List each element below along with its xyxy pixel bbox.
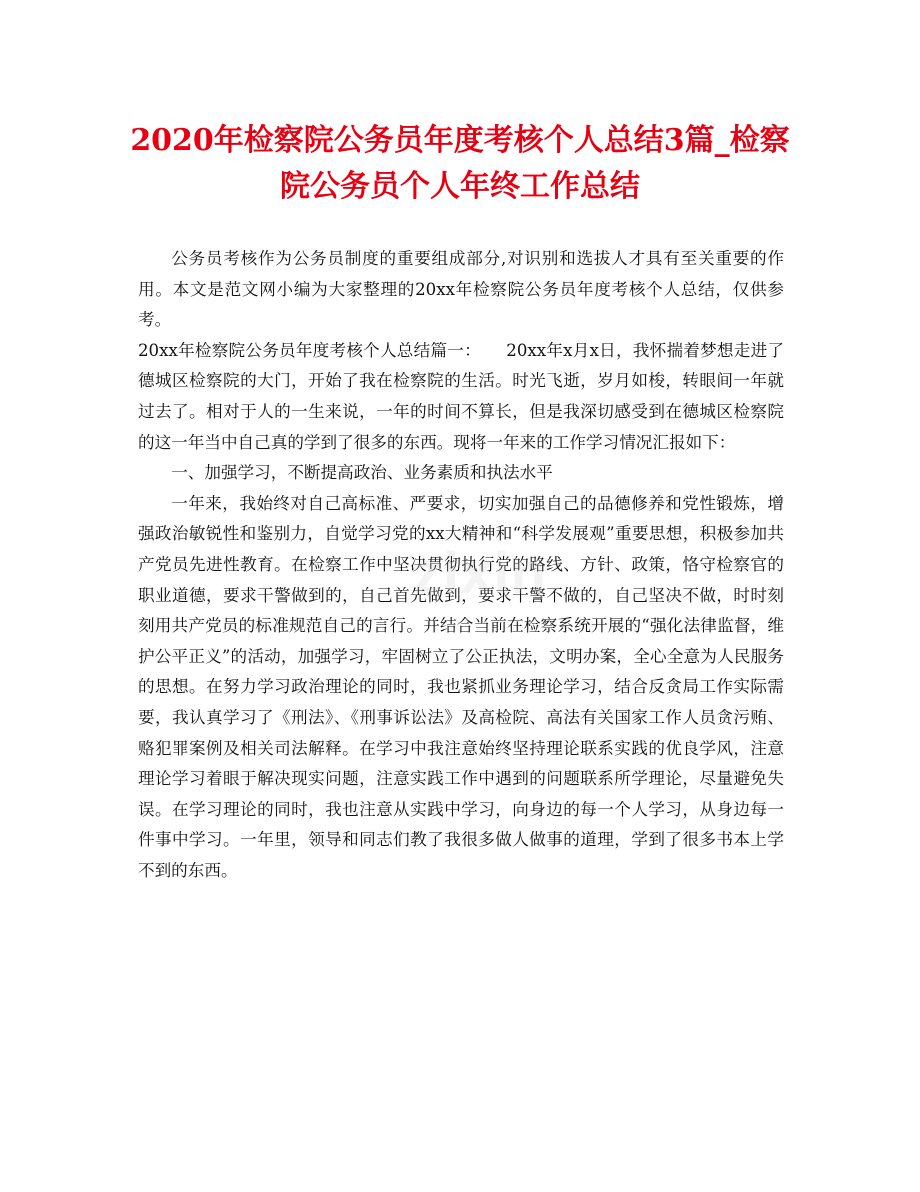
document-title: 2020年检察院公务员年度考核个人总结3篇_检察院公务员个人年终工作总结 (130, 123, 790, 204)
intro-paragraph: 公务员考核作为公务员制度的重要组成部分,对识别和选拔人才具有至关重要的作用。本文是范文网小编为大家整理的20xx年检察院公务员年度考核个人总结，仅供参考。 (138, 249, 784, 330)
body-paragraph: 一年来，我始终对自己高标准、严要求，切实加强自己的品德修养和党性锻炼，增强政治敏锐性和鉴别力，自觉学习党的xx大精神和“科学发展观”重要思想，积极参加共产党员先进性教育。在检察工作中坚决贯彻执行党的路线、方针、政策，恪守检察官的职业道德，要求干警做到的，自己首先做到，要求干警不做的，自己坚决不做，时时刻刻用共产党员的标准规范自己的言行。并结合当前在检察系统开展的“强化法律监督，维护公平正义”的活动，加强学习，牢固树立了公正执法，文明办案，全心全意为人民服务的思想。在努力学习政治理论的同时，我也紧抓业务理论学习，结合反贪局工作实际需要，我认真学习了《刑法》、《刑事诉讼法》及高检院、高法有关国家工作人员贪污贿、赂犯罪案例及相关司法解释。在学习中我注意始终坚持理论联系实践的优良学风，注意理论学习着眼于解决现实问题，注意实践工作中遇到的问题联系所学理论，尽量避免失误。在学习理论的同时，我也注意从实践中学习，向身边的每一个人学习，从身边每一件事中学习。一年里，领导和同志们教了我很多做人做事的道理，学到了很多书本上学不到的东西。 (138, 493, 784, 880)
document-body (138, 244, 784, 886)
section-heading: 一、加强学习，不断提高政治、业务素质和执法水平 (171, 463, 553, 483)
watermark-logo: zixin (413, 541, 547, 606)
section-intro-paragraph: 20xx年检察院公务员年度考核个人总结篇一： 20xx年x月x日，我怀揣着梦想走进了德城区检察院的大门，开始了我在检察院的生活。时光飞逝，岁月如梭，转眼间一年就过去了。相对于人的一生来说，一年的时间不算长，但是我深切感受到在德城区检察院的这一年当中自己真的学到了很多的东西。现将一年来的工作学习情况汇报如下： (138, 340, 784, 452)
